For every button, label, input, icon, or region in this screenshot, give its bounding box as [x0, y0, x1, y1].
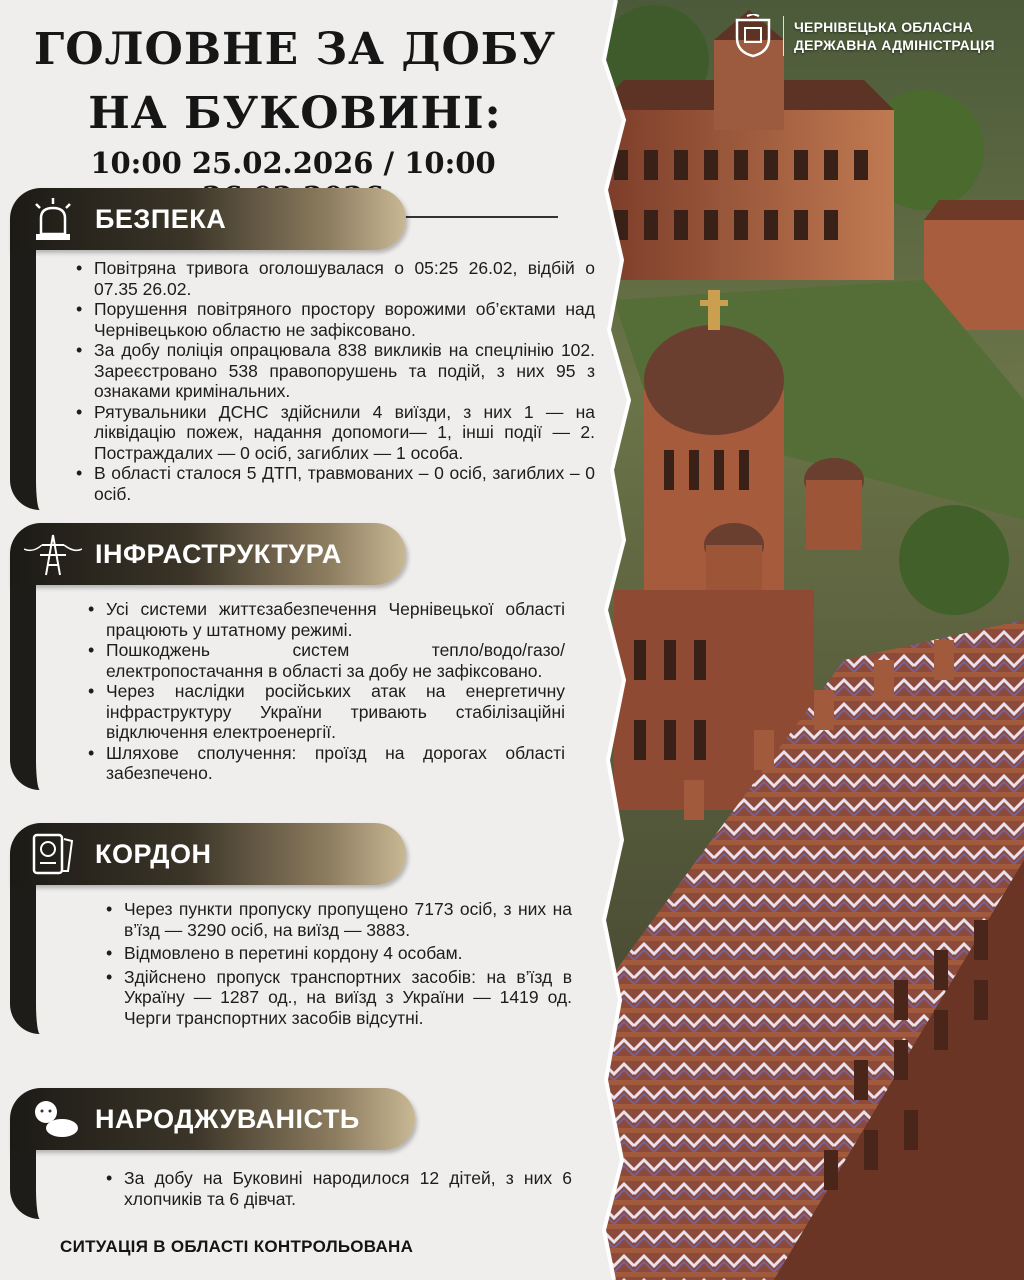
passport-icon [24, 831, 82, 877]
section-security [10, 188, 600, 510]
section-security-body [10, 250, 595, 510]
page-title-line2: НА БУКОВИНІ: [88, 88, 502, 139]
footer-status: СИТУАЦІЯ В ОБЛАСТІ КОНТРОЛЬОВАНА [60, 1237, 414, 1256]
photo-illustration [594, 0, 1024, 1280]
section-security-header [10, 188, 406, 250]
list-item: • Через пункти пропуску пропущено 7173 осіб, з них на в’їзд — 3290 осіб, на виїзд — 3883. [106, 899, 572, 940]
list-item: • За добу на Буковині народилося 12 дітей, з них 6 хлопчиків та 6 дівчат. [106, 1168, 572, 1209]
power-line-icon [24, 531, 82, 577]
section-border-header [10, 823, 406, 885]
page-title-line1: ГОЛОВНЕ ЗА ДОБУ [33, 24, 557, 75]
border-list [106, 899, 572, 1028]
section-births-header [10, 1088, 415, 1150]
list-item: • Шляхове сполучення: проїзд на дорогах області забезпечено. [88, 743, 565, 784]
births-list [106, 1168, 572, 1209]
logo-line2: ДЕРЖАВНА АДМІНІСТРАЦІЯ [794, 37, 995, 53]
date-range: 10:00 25.02.2026 / 10:00 [28, 146, 558, 218]
list-item: • В області сталося 5 ДТП, травмованих – 0 осіб, загиблих – 0 осіб. [76, 463, 595, 504]
list-item: • Відмовлено в перетині кордону 4 особам. [106, 943, 572, 964]
siren-icon [24, 196, 82, 242]
section-security-title: БЕЗПЕКА [95, 204, 227, 234]
section-births [10, 1088, 600, 1219]
list-item: • Рятувальники ДСНС здійснили 4 виїзди, з них 1 — на ліквідацію пожеж, надання допомоги— 1, інші події — 2. Постраждалих — 0 осіб, загиблих — 1 особа. [76, 402, 595, 464]
logo-text [794, 18, 995, 54]
security-list [76, 258, 595, 504]
baby-icon [24, 1096, 82, 1142]
logo-line1: ЧЕРНІВЕЦЬКА ОБЛАСНА [794, 19, 974, 35]
section-infrastructure [10, 523, 600, 790]
list-item: • За добу поліція опрацювала 838 викликів на спецлінію 102. Зареєстровано 538 правопорушень та подій, з них 95 з ознаками кримінальних. [76, 340, 595, 402]
logo-divider [783, 16, 784, 56]
list-item: • Здійснено пропуск транспортних засобів: на в’їзд в Україну — 1287 од., на виїзд з України — 1419 од. Черги транспортних засобів відсутні. [106, 967, 572, 1029]
list-item: • Усі системи життєзабезпечення Чернівецької області працюють у штатному режимі. [88, 599, 565, 640]
infrastructure-list [88, 599, 565, 784]
section-border-title: КОРДОН [95, 839, 212, 869]
list-item: • Пошкоджень систем тепло/водо/газо/ електропостачання в області за добу не зафіксовано. [88, 640, 565, 681]
section-infrastructure-body [10, 585, 565, 790]
list-item: • Повітряна тривога оголошувалася о 05:25 26.02, відбій о 07.35 26.02. [76, 258, 595, 299]
coat-of-arms-icon [733, 14, 773, 58]
aerial-photo-university [594, 0, 1024, 1280]
section-border-body [10, 885, 572, 1034]
section-births-body [10, 1150, 572, 1219]
section-infrastructure-title: ІНФРАСТРУКТУРА [95, 539, 342, 569]
section-infrastructure-header [10, 523, 406, 585]
list-item: • Через наслідки російських атак на енергетичну інфраструктуру України тривають стабілізаційні відключення електроенергії. [88, 681, 565, 743]
section-border [10, 823, 600, 1034]
list-item: • Порушення повітряного простору ворожими об’єктами над Чернівецькою областю не зафіксовано. [76, 299, 595, 340]
section-births-title: НАРОДЖУВАНІСТЬ [95, 1104, 360, 1134]
oda-logo [733, 12, 1018, 60]
